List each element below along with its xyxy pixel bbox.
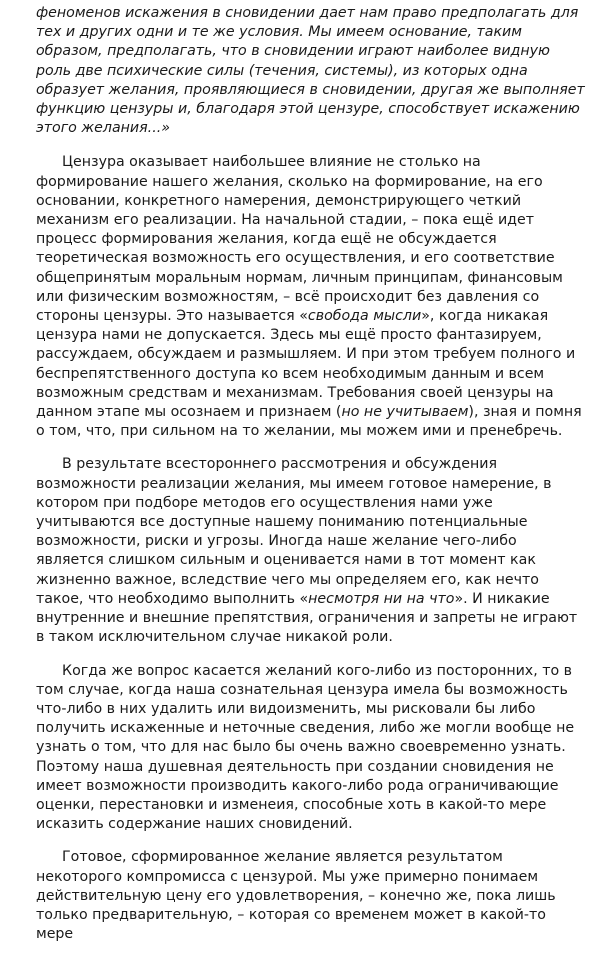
page-body <box>36 4 586 958</box>
emphasis-not-considered: но не учитываем <box>341 404 469 421</box>
paragraph-1-text-c: ), зная и помня о том, что, при сильном на то желании, мы можем ими и пренебречь. <box>36 404 582 440</box>
paragraph-2-text-b: ». И никакие внутренние и внешние препятствия, ограничения и запреты не играют в таком исключительном случае никакой роли. <box>36 590 578 646</box>
paragraph-4: Готовое, сформированное желание является результатом некоторого компромисса с цензурой. Мы уже примерно понимаем действительную цену его удовлетворения, – конечно же, пока лишь только предварительную, – которая со временем может в какой-то мере <box>36 849 556 943</box>
paragraph-3: Когда же вопрос касается желаний кого-либо из посторонних, то в том случае, когда наша сознательная цензура имела бы возможность что-либо в них удалить или видоизменить, мы рисковали бы либо получить искаженные и неточные сведения, либо же могли вообще не узнать о том, что для нас было бы очень важно своевременно узнать. Поэтому наша душевная деятельность при создании сновидения не имеет возможности производить какого-либо рода ограничивающие оценки, перестановки и изменеия, способные хоть в какой-то мере исказить содержание наших сновидений. <box>36 662 575 833</box>
paragraph-1-text-b: », когда никакая цензура нами не допускается. Здесь мы ещё просто фантазируем, рассуждаем, обсуждаем и размышляем. И при этом требуем полного и беспрепятственного доступа ко всем необходимым данным и всем возможным средствам и механизмам. Требования своей цензуры на данном этапе мы осознаем и признаем ( <box>36 308 576 421</box>
paragraph-1-text-a: Цензура оказывает наибольшее влияние не столько на формирование нашего желания, сколько на формирование, на его основании, конкретного намерения, демонстрирующего четкий механизм его реализации. На начальной стадии, – пока ещё идет процесс формирования желания, когда ещё не обсуждается теоретическая возможность его осуществления, и его соответствие общепринятым моральным нормам, личным принципам, финансовым или физическим возможностям, – всё происходит без давления со стороны цензуры. Это называется « <box>36 154 563 325</box>
emphasis-no-matter-what: несмотря ни на что <box>308 590 455 607</box>
paragraph-2 <box>36 455 586 647</box>
quote-paragraph: феноменов искажения в сновидении дает нам право предполагать для тех и других одни и те же условия. Мы имеем основание, таким образом, предполагать, что в сновидении играют наиболее видную роль две психические силы (течения, системы), из которых одна образует желания, проявляющиеся в сновидении, другая же выполняет функцию цензуры и, благодаря этой цензуре, способствует искажению этого желания...» <box>36 5 585 137</box>
paragraph-2-text-a: В результате всестороннего рассмотрения и обсуждения возможности реализации желания, мы имеем готовое намерение, в котором при подборе методов его осуществления нами уже учитываются все доступные нашему пониманию потенциальные возможности, риски и угрозы. Иногда наше желание чего-либо является слишком сильным и оценивается нами в тот момент как жизненно важное, вследствие чего мы определяем его, как нечто такое, что необходимо выполнить « <box>36 456 552 607</box>
emphasis-free-thought: свобода мысли <box>307 308 422 325</box>
paragraph-1 <box>36 153 586 441</box>
